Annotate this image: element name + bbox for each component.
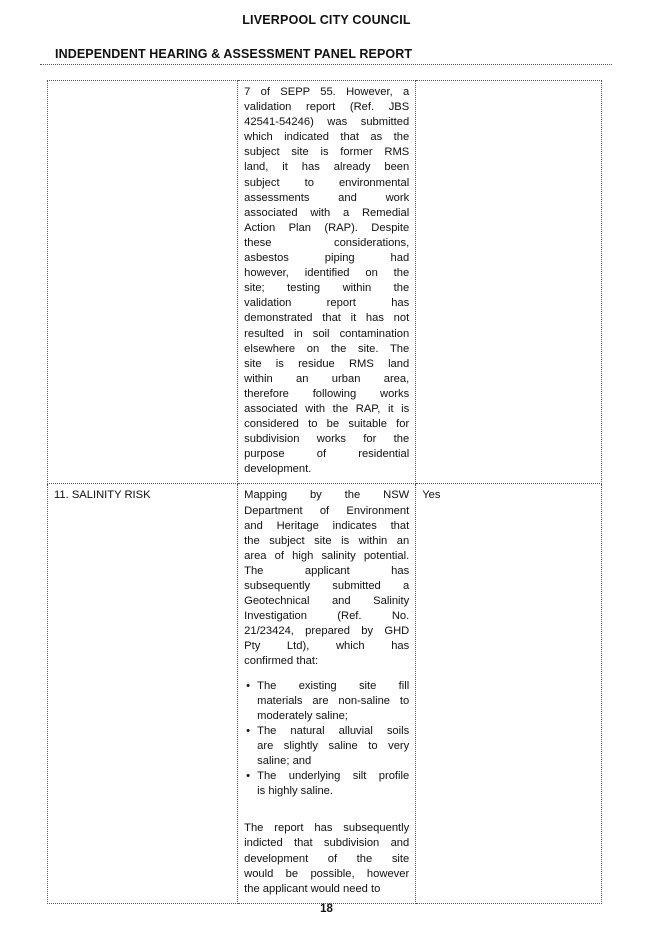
text-line: assessments and work xyxy=(244,191,410,204)
text-line: subject to environmental xyxy=(244,176,410,189)
assessment-table xyxy=(47,80,602,904)
text-line: development. xyxy=(244,463,312,476)
text-line: validation report (Ref. JBS xyxy=(244,101,410,114)
table-row xyxy=(48,484,602,903)
text-line: associated with the RAP, it is xyxy=(244,402,410,415)
compliance-cell xyxy=(416,81,602,484)
text-line: saline; and xyxy=(257,755,312,768)
text-line: • The natural alluvial soils xyxy=(257,724,410,737)
text-line: 42541-54246) was submitted xyxy=(244,116,410,129)
text-line: which indicated that as the xyxy=(244,131,410,144)
heading-cell xyxy=(48,81,238,484)
report-title: INDEPENDENT HEARING & ASSESSMENT PANEL REPORT xyxy=(55,47,413,61)
text-line: Pty Ltd), which has xyxy=(244,640,410,653)
text-line: therefore following works xyxy=(244,387,410,400)
text-line: 7 of SEPP 55. However, a xyxy=(244,86,410,98)
text-line: confirmed that: xyxy=(244,655,319,668)
text-line: these considerations, xyxy=(244,236,410,249)
text-line: associated with a Remedial xyxy=(244,206,410,219)
comment-text xyxy=(244,821,409,896)
text-line: The report has subsequently xyxy=(244,822,410,835)
text-line: Geotechnical and Salinity xyxy=(244,595,410,608)
text-line: elsewhere on the site. The xyxy=(244,342,410,355)
text-line: • The underlying silt profile xyxy=(257,770,410,783)
text-line: within an urban area, xyxy=(244,372,410,385)
findings-list xyxy=(244,679,409,800)
text-line: site; testing within the xyxy=(244,282,410,295)
text-line: demonstrated that it has not xyxy=(244,312,410,325)
paragraph-gap xyxy=(244,799,409,821)
text-line: however, identified on the xyxy=(244,267,410,280)
text-line: validation report has xyxy=(244,297,410,310)
comment-cell xyxy=(238,81,416,484)
text-line: subject site is former RMS xyxy=(244,146,410,159)
text-line: resulted in soil contamination xyxy=(244,327,410,340)
text-line: Investigation (Ref. No. xyxy=(244,610,410,623)
list-item xyxy=(244,724,409,769)
text-line: would be possible, however xyxy=(244,867,410,880)
comment-text xyxy=(244,85,409,477)
page-number: 18 xyxy=(320,903,333,915)
comment-cell xyxy=(238,484,416,903)
text-line: is highly saline. xyxy=(257,785,333,798)
text-line: the subject site is within an xyxy=(244,534,410,547)
comment-text xyxy=(244,488,409,669)
header-divider xyxy=(40,64,612,65)
text-line: • The existing site fill xyxy=(257,679,410,692)
council-name: LIVERPOOL CITY COUNCIL xyxy=(242,13,411,27)
text-line: are slightly saline to very xyxy=(257,739,410,752)
heading-cell xyxy=(48,484,238,903)
text-line: Department of Environment xyxy=(244,504,410,517)
text-line: Action Plan (RAP). Despite xyxy=(244,221,410,234)
text-line: development of the site xyxy=(244,852,410,865)
text-line: Mapping by the NSW xyxy=(244,489,410,502)
text-line: land, it has already been xyxy=(244,161,410,174)
text-line: The applicant has xyxy=(244,564,410,577)
text-line: purpose of residential xyxy=(244,448,410,461)
text-line: materials are non-saline to xyxy=(257,694,410,707)
list-item xyxy=(244,679,409,724)
list-item xyxy=(244,769,409,799)
text-line: area of high salinity potential. xyxy=(244,549,410,562)
text-line: the applicant would need to xyxy=(244,882,381,895)
row-heading: 11. SALINITY RISK xyxy=(54,489,151,502)
text-line: asbestos piping had xyxy=(244,252,410,265)
table-row xyxy=(48,81,602,484)
text-line: indicted that subdivision and xyxy=(244,837,410,850)
text-line: and Heritage indicates that xyxy=(244,519,410,532)
compliance-value: Yes xyxy=(422,489,441,502)
text-line: subdivision works for the xyxy=(244,433,410,446)
text-line: moderately saline; xyxy=(257,709,348,722)
compliance-cell xyxy=(416,484,602,903)
text-line: considered to be suitable for xyxy=(244,418,410,431)
text-line: 21/23424, prepared by GHD xyxy=(244,625,410,638)
text-line: subsequently submitted a xyxy=(244,580,410,592)
text-line: site is residue RMS land xyxy=(244,357,410,370)
